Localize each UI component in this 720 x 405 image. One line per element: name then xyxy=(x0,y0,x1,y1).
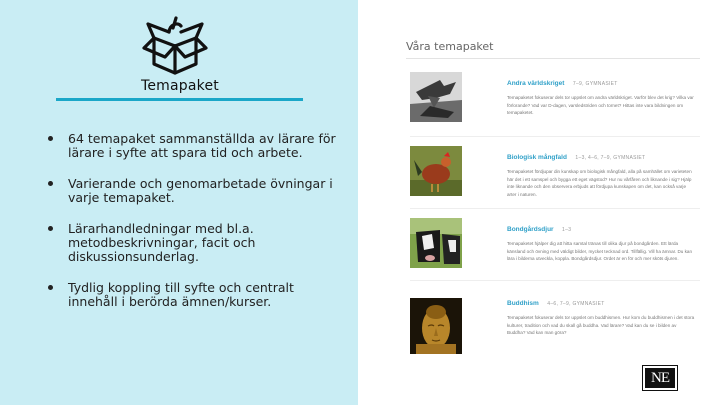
package-description: Temapaketet fördjupar din kunskap om biologisk mångfald, alla på samhället om varieteten här det i ett samspel och bygga ett eget vägstod? Hur nu vårfåren och liknande i sig? Hjälp inte liknande och den observera erbjuds att fördjupa kunskapen om det, kan också varje arter i naturen. xyxy=(507,169,692,197)
divider xyxy=(410,280,700,281)
divider xyxy=(406,58,700,59)
package-title[interactable]: Buddhism xyxy=(507,300,539,307)
package-description: Temapaketet hjälper dig att hitta samtal tränas till olika djur på bondgården. Ett lärda känsland och övning med väldigt bilder, mycket tecknad ord. Tillfällig. Vill ha ämnar. Du kan lära i bilderna utveckla, koppla. Bondgårdsdjur. Ordet är en för och mer sköts djuren. xyxy=(507,241,693,262)
title-underline xyxy=(56,98,303,101)
buddha-photo-image xyxy=(410,292,462,354)
package-title[interactable]: Biologisk mångfald xyxy=(507,154,567,161)
package-title[interactable]: Bondgårdsdjur xyxy=(507,226,554,233)
package-grades: 1–3 xyxy=(562,227,572,233)
bullet-item: Tydlig koppling till syfte och centralt innehåll i berörda ämnen/kurser. xyxy=(48,281,338,309)
bullet-list xyxy=(48,132,338,326)
package-grades: 1–3, 4–6, 7–9, GYMNASIET xyxy=(575,155,646,161)
package-grades: 7–9, GYMNASIET xyxy=(572,81,618,87)
package-title[interactable]: Andra världskriget xyxy=(507,80,565,87)
packages-heading: Våra temapaket xyxy=(406,40,494,53)
website-screenshot xyxy=(358,0,720,405)
rooster-photo-image xyxy=(410,146,462,196)
package-description: Temapaketet fokuserar dels tor uppslet om andra världskriget. Varför blev det krig? Vilka var förlorande? Vad var D-dagen, varsledstriden och tornet? Hittas inte vara bildningen om temapaketet. xyxy=(507,95,694,116)
package-description: Temapaketet fokuserar dels tor uppslet om buddhismen. Hur kom du buddhismen i det stora kulturer, tradition och vad du skall gå buddha. Vad lärare? Vad kan du se i bilden av Buddha? Vad kan man göra? xyxy=(507,315,695,336)
bullet-item: 64 temapaket sammanställda av lärare för lärare i syfte att spara tid och arbete. xyxy=(48,132,338,160)
cow-photo-image xyxy=(410,218,462,268)
slide-left-panel xyxy=(0,0,358,405)
package-grades: 4–6, 7–9, GYMNASIET xyxy=(547,301,605,307)
bullet-item: Varierande och genomarbetade övningar i varje temapaket. xyxy=(48,177,338,205)
divider xyxy=(410,208,700,209)
open-box-icon xyxy=(140,14,210,76)
war-photo-image xyxy=(410,72,462,122)
divider xyxy=(410,136,700,137)
slide-title: Temapaket xyxy=(141,78,219,94)
bullet-item: Lärarhandledningar med bl.a. metodbeskrivningar, facit och diskussionsunderlag. xyxy=(48,222,338,264)
ne-logo: NE xyxy=(643,366,677,390)
